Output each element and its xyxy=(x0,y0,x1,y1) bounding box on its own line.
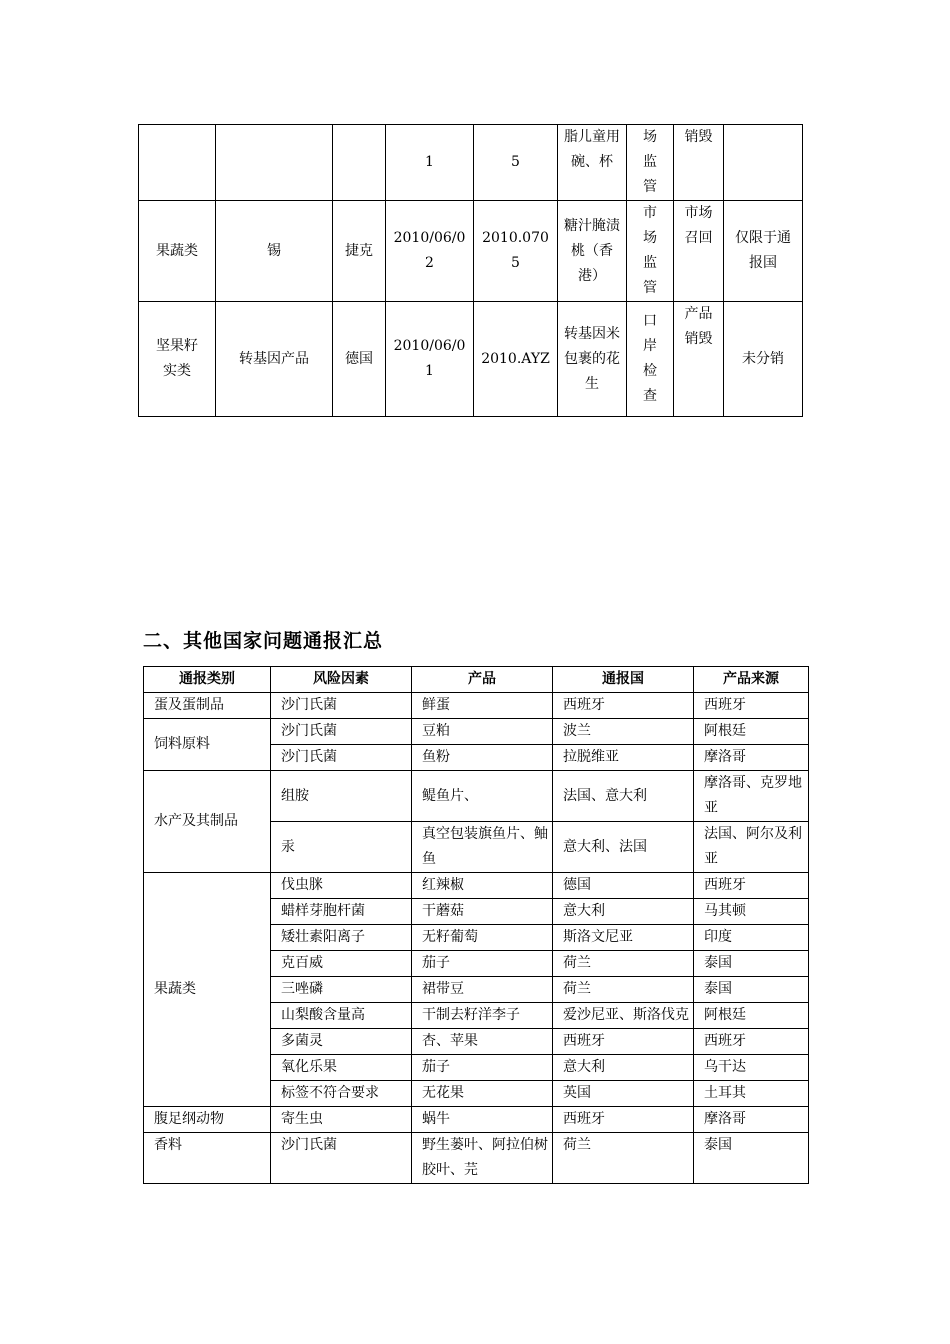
table-cell: 阿根廷 xyxy=(694,719,809,745)
table-cell: 意大利、法国 xyxy=(553,822,694,873)
table-cell: 蜗牛 xyxy=(412,1107,553,1133)
notification-table-continued xyxy=(138,124,803,417)
table-cell: 豆粕 xyxy=(412,719,553,745)
table-header-row xyxy=(144,667,809,693)
category-cell: 饲料原料 xyxy=(144,719,271,771)
table-cell: 西班牙 xyxy=(694,693,809,719)
table-cell: 土耳其 xyxy=(694,1081,809,1107)
table-cell: 锡 xyxy=(216,201,333,302)
table-cell: 未分销 xyxy=(724,302,803,417)
table-cell: 销毁 xyxy=(674,125,724,201)
table-row xyxy=(144,1133,809,1184)
table-cell: 裙带豆 xyxy=(412,977,553,1003)
column-header: 风险因素 xyxy=(271,667,412,693)
table-cell: 马其顿 xyxy=(694,899,809,925)
table-cell: 阿根廷 xyxy=(694,1003,809,1029)
table-cell: 口岸检查 xyxy=(627,302,674,417)
table-cell: 茄子 xyxy=(412,1055,553,1081)
table-cell: 德国 xyxy=(333,302,386,417)
table-cell: 德国 xyxy=(553,873,694,899)
table-cell: 西班牙 xyxy=(694,873,809,899)
table-cell: 汞 xyxy=(271,822,412,873)
table-cell: 荷兰 xyxy=(553,1133,694,1184)
table-row xyxy=(139,201,803,302)
table-cell: 乌干达 xyxy=(694,1055,809,1081)
table-cell: 2010.AYZ xyxy=(474,302,558,417)
table-cell: 杏、苹果 xyxy=(412,1029,553,1055)
table-cell: 摩洛哥 xyxy=(694,745,809,771)
column-header: 产品 xyxy=(412,667,553,693)
table-cell: 糖汁腌渍桃（香港） xyxy=(558,201,627,302)
table-cell: 标签不符合要求 xyxy=(271,1081,412,1107)
table-cell: 市场召回 xyxy=(674,201,724,302)
table-cell: 荷兰 xyxy=(553,977,694,1003)
table-cell: 寄生虫 xyxy=(271,1107,412,1133)
table-cell: 克百威 xyxy=(271,951,412,977)
category-cell: 腹足纲动物 xyxy=(144,1107,271,1133)
table-row xyxy=(139,125,803,201)
table-cell xyxy=(333,125,386,201)
table-cell xyxy=(216,125,333,201)
table-cell: 干制去籽洋李子 xyxy=(412,1003,553,1029)
table-cell: 无籽葡萄 xyxy=(412,925,553,951)
table-row xyxy=(144,873,809,899)
table-row xyxy=(144,719,809,745)
table-cell xyxy=(724,125,803,201)
table-cell: 5 xyxy=(474,125,558,201)
table-cell: 干蘑菇 xyxy=(412,899,553,925)
table-cell: 茄子 xyxy=(412,951,553,977)
table-cell: 拉脱维亚 xyxy=(553,745,694,771)
section-heading: 二、其他国家问题通报汇总 xyxy=(143,630,384,652)
table-row xyxy=(144,693,809,719)
column-header: 产品来源 xyxy=(694,667,809,693)
table-cell: 泰国 xyxy=(694,977,809,1003)
table-cell: 意大利 xyxy=(553,1055,694,1081)
table-cell: 脂儿童用碗、杯 xyxy=(558,125,627,201)
table-cell: 沙门氏菌 xyxy=(271,693,412,719)
table-cell: 转基因产品 xyxy=(216,302,333,417)
table-cell: 组胺 xyxy=(271,771,412,822)
table-cell: 坚果籽实类 xyxy=(139,302,216,417)
table-cell: 2010.0705 xyxy=(474,201,558,302)
column-header: 通报国 xyxy=(553,667,694,693)
table-cell: 转基因米包裹的花生 xyxy=(558,302,627,417)
table-cell: 沙门氏菌 xyxy=(271,745,412,771)
table-cell: 鱼粉 xyxy=(412,745,553,771)
table-cell: 波兰 xyxy=(553,719,694,745)
table-cell: 市场监管 xyxy=(627,201,674,302)
table-cell: 斯洛文尼亚 xyxy=(553,925,694,951)
table-cell: 三唑磷 xyxy=(271,977,412,1003)
table-cell xyxy=(139,125,216,201)
other-countries-notification-table xyxy=(143,666,809,1184)
table-cell: 蜡样芽胞杆菌 xyxy=(271,899,412,925)
table-cell: 爱沙尼亚、斯洛伐克 xyxy=(553,1003,694,1029)
table-cell: 野生蒌叶、阿拉伯树胶叶、芫 xyxy=(412,1133,553,1184)
table-cell: 沙门氏菌 xyxy=(271,719,412,745)
table-cell: 无花果 xyxy=(412,1081,553,1107)
table-cell: 泰国 xyxy=(694,951,809,977)
table-cell: 红辣椒 xyxy=(412,873,553,899)
table-row xyxy=(144,771,809,822)
table-cell: 鲜蛋 xyxy=(412,693,553,719)
category-cell: 香料 xyxy=(144,1133,271,1184)
category-cell: 蛋及蛋制品 xyxy=(144,693,271,719)
table-cell: 鳀鱼片、 xyxy=(412,771,553,822)
table-row xyxy=(139,302,803,417)
table-cell: 1 xyxy=(386,125,474,201)
table-cell: 印度 xyxy=(694,925,809,951)
table-cell: 法国、阿尔及利亚 xyxy=(694,822,809,873)
category-cell: 果蔬类 xyxy=(144,873,271,1107)
table-cell: 2010/06/01 xyxy=(386,302,474,417)
table-cell: 西班牙 xyxy=(553,1029,694,1055)
column-header: 通报类别 xyxy=(144,667,271,693)
table-cell: 伐虫脒 xyxy=(271,873,412,899)
category-cell: 水产及其制品 xyxy=(144,771,271,873)
table-cell: 多菌灵 xyxy=(271,1029,412,1055)
table-cell: 西班牙 xyxy=(553,693,694,719)
table-cell: 山梨酸含量高 xyxy=(271,1003,412,1029)
table-cell: 果蔬类 xyxy=(139,201,216,302)
table-cell: 2010/06/02 xyxy=(386,201,474,302)
table-cell: 仅限于通报国 xyxy=(724,201,803,302)
table-cell: 摩洛哥 xyxy=(694,1107,809,1133)
table-cell: 真空包装旗鱼片、鲉鱼 xyxy=(412,822,553,873)
table-cell: 泰国 xyxy=(694,1133,809,1184)
table-cell: 捷克 xyxy=(333,201,386,302)
table-cell: 西班牙 xyxy=(694,1029,809,1055)
table-row xyxy=(144,1107,809,1133)
table-cell: 法国、意大利 xyxy=(553,771,694,822)
table-cell: 荷兰 xyxy=(553,951,694,977)
table-cell: 场监管 xyxy=(627,125,674,201)
table-cell: 矮壮素阳离子 xyxy=(271,925,412,951)
table-cell: 摩洛哥、克罗地亚 xyxy=(694,771,809,822)
table-cell: 英国 xyxy=(553,1081,694,1107)
table-cell: 西班牙 xyxy=(553,1107,694,1133)
table-cell: 产品销毁 xyxy=(674,302,724,417)
table-cell: 氧化乐果 xyxy=(271,1055,412,1081)
table-cell: 意大利 xyxy=(553,899,694,925)
table-cell: 沙门氏菌 xyxy=(271,1133,412,1184)
